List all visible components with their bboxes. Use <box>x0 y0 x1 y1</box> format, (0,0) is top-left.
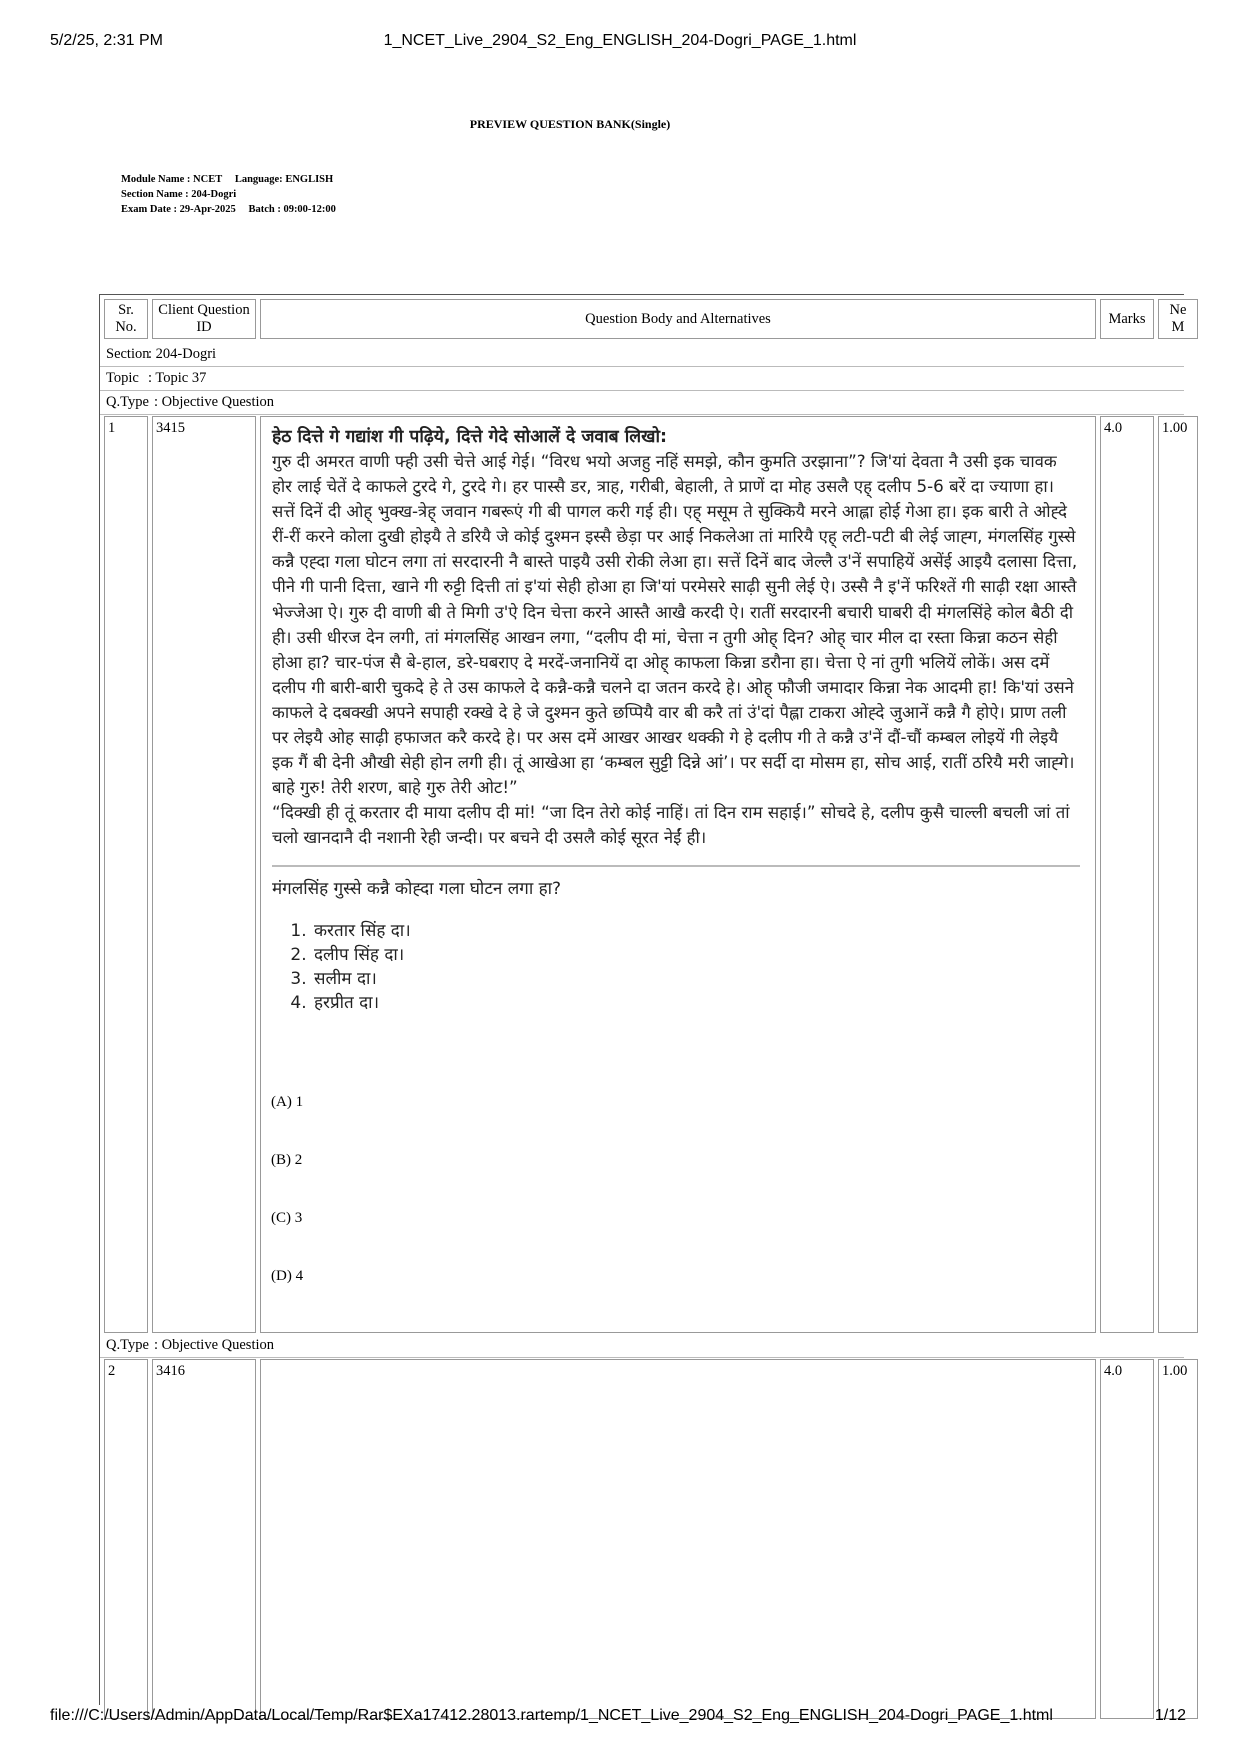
q1-alternative-c: (C) 3 <box>271 1210 303 1226</box>
exam-meta <box>121 172 336 217</box>
section-row-value: 204-Dogri <box>155 346 217 362</box>
q1-separator <box>272 865 1080 867</box>
page-title: PREVIEW QUESTION BANK(Single) <box>469 117 671 131</box>
topic-row-value: Topic 37 <box>155 370 207 386</box>
batch-label: Batch : <box>248 204 281 215</box>
q1-passage <box>272 449 1082 851</box>
q1-content <box>272 425 1082 1015</box>
topic-row: Topic : Topic 37 <box>100 367 1184 391</box>
section-name-label: Section Name : <box>121 189 189 200</box>
q2-id-cell: 3416 <box>152 1359 256 1719</box>
q1-id-cell: 3415 <box>152 416 256 1333</box>
q1-instruction: हेठ दित्ते गे गद्यांश गी पढ़िये, दित्ते गेदे सोआलें दे जवाब लिखो: <box>272 427 668 447</box>
q1-passage-para-2: “दिक्खी ही तूं करतार दी माया दलीप दी मां! “जा दिन तेरो कोई नाहिं। तां दिन राम सहाई।” सोचदे हे, दलीप कुसै चाल्ली बचली जां तां चलो खानदानै दी नशानी रेही जन्दी। पर बचने दी उसलै कोई सूरत नेईं ही। <box>272 802 1070 848</box>
exam-date-label: Exam Date : <box>121 204 177 215</box>
language-value: ENGLISH <box>285 174 334 185</box>
batch-value: 09:00-12:00 <box>283 204 336 215</box>
header-client-id <box>152 299 256 339</box>
section-row-label: Section <box>106 346 150 362</box>
qtype-row-2-label: Q.Type <box>106 1337 149 1353</box>
header-marks: Marks <box>1100 299 1154 339</box>
header-client-id-line1: Client Question <box>158 302 250 318</box>
module-value: NCET <box>193 174 223 185</box>
qtype-row-2: Q.Type : Objective Question <box>100 1334 1184 1358</box>
q1-option-4: 4. हरप्रीत दा। <box>312 991 1082 1015</box>
header-sr-no <box>104 299 148 339</box>
header-client-id-line2: ID <box>196 319 212 335</box>
language-label: Language: <box>234 174 283 185</box>
q1-alternative-a: (A) 1 <box>271 1094 304 1110</box>
header-question-body: Question Body and Alternatives <box>260 299 1096 339</box>
section-row: Section : 204-Dogri <box>100 343 1184 367</box>
q1-options-list <box>272 919 1082 1015</box>
module-label: Module Name : <box>121 174 191 185</box>
print-filename: 1_NCET_Live_2904_S2_Eng_ENGLISH_204-Dogri_PAGE_1.html <box>383 32 857 49</box>
header-sr-no-line2: No. <box>115 319 137 335</box>
print-file-path: file:///C:/Users/Admin/AppData/Local/Temp/Rar$EXa17412.28013.rartemp/1_NCET_Live_2904_S2_Eng_ENGLISH_204-Dogri_PAGE_1.html <box>50 1707 1053 1724</box>
q1-alternative-d: (D) 4 <box>271 1268 304 1284</box>
qtype-row-2-value: Objective Question <box>161 1337 275 1353</box>
header-neg-line2: M <box>1171 319 1185 335</box>
q1-option-1: 1. करतार सिंह दा। <box>312 919 1082 943</box>
qtype-row-1-label: Q.Type <box>106 394 149 410</box>
qtype-row-1: Q.Type : Objective Question <box>100 391 1184 415</box>
q1-question-text: मंगलसिंह गुस्से कन्नै कोह्दा गला घोटन लगा हा? <box>272 878 562 899</box>
header-sr-no-line1: Sr. <box>118 302 134 318</box>
print-page-number: 1/12 <box>1154 1707 1186 1724</box>
header-negative-marks <box>1158 299 1198 339</box>
print-datetime: 5/2/25, 2:31 PM <box>50 32 163 49</box>
qtype-row-1-value: Objective Question <box>161 394 275 410</box>
q2-body-cell <box>260 1359 1096 1719</box>
exam-date-value: 29-Apr-2025 <box>179 204 236 215</box>
header-neg-line1: Ne <box>1169 302 1187 318</box>
topic-row-label: Topic <box>106 370 139 386</box>
section-name-value: 204-Dogri <box>191 189 237 200</box>
q1-sr-cell: 1 <box>104 416 148 1333</box>
q1-neg-cell: 1.00 <box>1158 416 1198 1333</box>
q1-passage-para-1: गुरु दी अमरत वाणी फ्ही उसी चेत्ते आई गेई। “विरध भयो अजहु नहिं समझे, कौन कुमति उरझाना”? जि'यां देवता नै उसी इक चावक होर लाई चेतें दे काफले टुरदे गे, टुरदे गे। हर पास्सै डर, त्राह, गरीबी, बेहाली, ते प्राणें दा मोह उसलै एह् दलीप 5-6 बरें दा ज्याणा हा। सत्तें दिनें दी ओह् भुक्ख-त्रेह् जवान गबरूएं गी बी पागल करी गई ही। एह् मसूम ते सुक्कियै मरने आह्ला होई गेआ हा। इक बारी ते ओह्दे रीं-रीं करने कोला दुखी होइयै ते डरियै जे कोई दुश्मन इस्सै छेड़ा पर आई निकलेआ तां मारियै एह् लटी-पटी बी लेई जाह्ग, मंगलसिंह गुस्से कन्नै एह्दा गला घोटन लगा तां सरदारनी नै बास्ते पाइयै उसी रोकी लेआ हा। सत्तें दिनें बाद जेल्लै उ'नें सपाहियें असेंई आइयै दलासा दित्ता, पीने गी पानी दित्ता, खाने गी रुट्टी दित्ती तां इ'यां सेही होआ हा जि'यां परमेसरे साढ़ी सुनी लेई ऐ। उस्सै नै इ'नें फरिश्तें गी साढ़ी रक्षा आस्तै भेज्जेआ ऐ। गुरु दी वाणी बी ते मिगी उ'ऐ दिन चेत्ता करने आस्तै आखै करदी ऐ। रातीं सरदारनी बचारी घाबरी दी मंगलसिंहे कोल बैठी दी ही। उसी धीरज देन लगी, तां मंगलसिंह आखन लगा, “दलीप दी मां, चेत्ता न तुगी ओह् दिन? ओह् चार मील दा रस्ता किन्ना कठन सेही होआ हा? चार-पंज सै बे-हाल, डरे-घबराए दे मरदें-जनानियें दा ओह् काफला किन्ना डरौना हा। चेत्ता ऐ नां तुगी भलियें लोकें। अस दमें दलीप गी बारी-बारी चुकदे हे ते उस काफले दे कन्नै-कन्नै चलने दा जतन करदे हे। ओह् फौजी जमादार किन्ना नेक आदमी हा! कि'यां उसने काफले दे दबक्खी अपने सपाही रक्खे दे हे जे दुश्मन कुते छप्पियै वार बी करै तां उं'दां पैह्ला टाकरा ओह्दे जुआनें कन्नै गै होऐ। प्राण तली पर लेइयै ओह साढ़ी हफाजत करै करदे हे। पर अस दमें आखर आखर थक्की गे हे दलीप गी ते कन्नै उ'नें दौं-चौं कम्बल लोइयें गी लेइयै इक गैं बी देनी औखी सेही होन लगी ही। तूं आखेआ हा ‘कम्बल सुट्टी दिन्ने आं’। पर सर्दी दा मोसम हा, सोच आई, रातीं ठरियै मरी जाह्गे। बाहे गुरु! तेरी शरण, बाहे गुरु तेरी ओट!” <box>272 451 1078 798</box>
q2-neg-cell: 1.00 <box>1158 1359 1198 1719</box>
q1-marks-cell: 4.0 <box>1100 416 1154 1333</box>
q2-sr-cell: 2 <box>104 1359 148 1719</box>
q1-option-2: 2. दलीप सिंह दा। <box>312 943 1082 967</box>
q1-option-3: 3. सलीम दा। <box>312 967 1082 991</box>
q1-alternative-b: (B) 2 <box>271 1152 303 1168</box>
q2-marks-cell: 4.0 <box>1100 1359 1154 1719</box>
